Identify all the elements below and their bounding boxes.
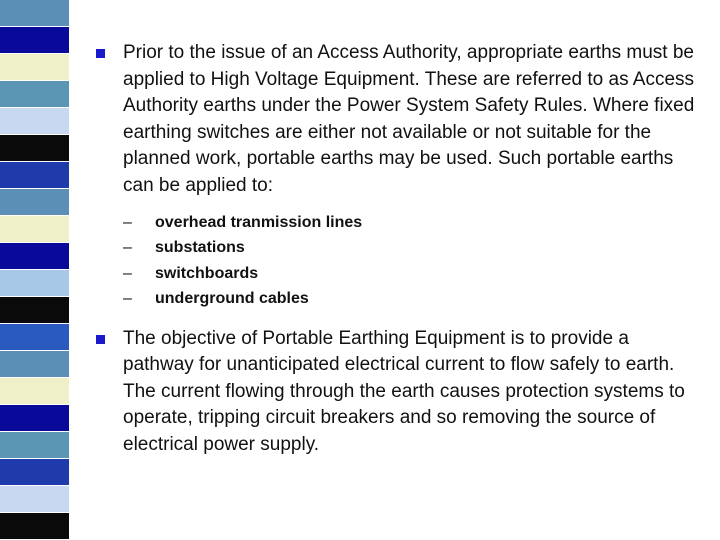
strip-block (0, 459, 69, 486)
strip-block (0, 0, 69, 27)
strip-block (0, 324, 69, 351)
strip-block (0, 243, 69, 270)
strip-block (0, 351, 69, 378)
sub-list-item (123, 210, 703, 236)
strip-block (0, 135, 69, 162)
dash-bullet-icon: – (123, 290, 132, 308)
dash-bullet-icon: – (123, 239, 132, 257)
sub-list-item (123, 261, 703, 287)
square-bullet-icon (96, 49, 105, 58)
bullet-paragraph-2 (88, 326, 703, 459)
strip-block (0, 513, 69, 540)
sub-list-item-text: substations (155, 239, 245, 257)
strip-block (0, 216, 69, 243)
strip-block (0, 189, 69, 216)
dash-bullet-icon: – (123, 264, 132, 282)
strip-block (0, 54, 69, 81)
square-bullet-icon (96, 335, 105, 344)
strip-block (0, 297, 69, 324)
decorative-color-strip (0, 0, 69, 540)
strip-block (0, 108, 69, 135)
strip-block (0, 27, 69, 54)
dash-bullet-icon: – (123, 213, 132, 231)
paragraph-1-text: Prior to the issue of an Access Authority, appropriate earths must be applied to High Voltage Equipment. These are referred to as Access Authority earths under the Power System Safety Rules. Where fixed earthing switches are either not available or not suitable for the planned work, portable earths may be used. Such portable earths can be applied to: (123, 42, 695, 196)
sub-list-item (123, 286, 703, 312)
sub-list-item-text: switchboards (155, 264, 259, 282)
bullet-paragraph-1 (88, 40, 703, 200)
paragraph-2-text: The objective of Portable Earthing Equipment is to provide a pathway for unanticipated electrical current to flow safely to earth. The current flowing through the earth causes protection systems to operate, tripping circuit breakers and so removing the source of electrical power supply. (123, 327, 685, 455)
slide-content (88, 40, 703, 459)
strip-block (0, 432, 69, 459)
strip-block (0, 162, 69, 189)
sub-list-item-text: overhead tranmission lines (155, 213, 363, 231)
strip-block (0, 486, 69, 513)
sub-list-item (123, 235, 703, 261)
sub-list-item-text: underground cables (155, 290, 309, 308)
sub-list (88, 210, 703, 312)
strip-block (0, 81, 69, 108)
strip-block (0, 405, 69, 432)
strip-block (0, 270, 69, 297)
strip-block (0, 378, 69, 405)
